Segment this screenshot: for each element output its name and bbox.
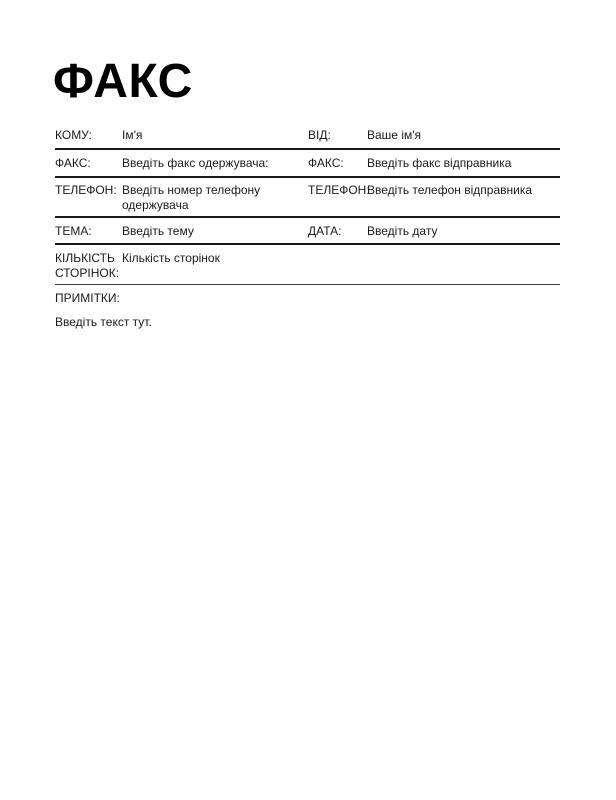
row-divider <box>55 176 560 178</box>
to-label: КОМУ: <box>55 128 92 142</box>
row-divider <box>55 243 560 245</box>
date-label: ДАТА: <box>308 224 342 238</box>
notes-body-field[interactable]: Введіть текст тут. <box>55 315 152 329</box>
to-name-field[interactable]: Ім'я <box>122 128 143 142</box>
row-divider <box>55 148 560 150</box>
page-title: ФАКС <box>53 55 193 108</box>
sender-phone-field[interactable]: Введіть телефон відправника <box>367 183 533 197</box>
row-divider <box>55 216 560 218</box>
subject-field[interactable]: Введіть тему <box>122 224 194 238</box>
sender-fax-field[interactable]: Введіть факс відправника <box>367 156 512 170</box>
recipient-phone-label: ТЕЛЕФОН: <box>55 183 117 197</box>
pages-field[interactable]: Кількість сторінок <box>122 251 220 265</box>
row-divider <box>55 284 560 285</box>
pages-label: КІЛЬКІСТЬ СТОРІНОК: <box>55 251 120 280</box>
from-label: ВІД: <box>308 128 331 142</box>
recipient-fax-label: ФАКС: <box>55 156 91 170</box>
from-name-field[interactable]: Ваше ім'я <box>367 128 422 142</box>
sender-fax-label: ФАКС: <box>308 156 344 170</box>
recipient-fax-field[interactable]: Введіть факс одержувача: <box>122 156 269 170</box>
subject-label: ТЕМА: <box>55 224 92 238</box>
sender-phone-label: ТЕЛЕФОН: <box>308 183 370 197</box>
date-field[interactable]: Введіть дату <box>367 224 438 238</box>
recipient-phone-field[interactable]: Введіть номер телефону одержувача <box>122 183 261 212</box>
notes-label: ПРИМІТКИ: <box>55 291 120 305</box>
